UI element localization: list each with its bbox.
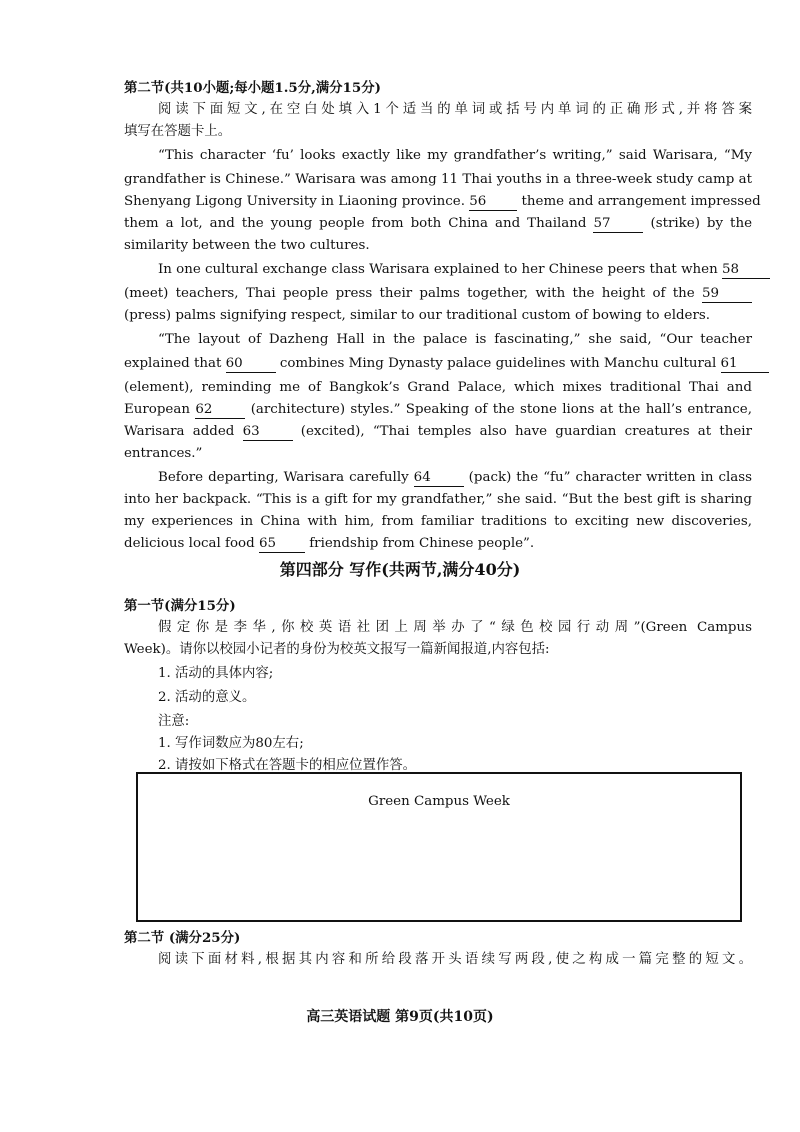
passage-line: entrances.” xyxy=(124,446,203,461)
writing-prompt-line1: 假定你是李华,你校英语社团上周举办了“绿色校园行动周”(Green Campus xyxy=(158,620,752,635)
passage-text: (architecture) styles.” Speaking of the stone lions at the hall’s entrance, xyxy=(250,402,752,417)
writing-sec2-heading: 第二节 (满分25分) xyxy=(124,930,241,946)
passage-text: In one cultural exchange class Warisara explained to her Chinese peers that when xyxy=(158,262,718,277)
passage-line: into her backpack. “This is a gift for my grandfather,” she said. “But the best gift is sharing xyxy=(124,492,752,507)
passage-line: grandfather is Chinese.” Warisara was among 11 Thai youths in a three-week study camp at xyxy=(124,172,752,187)
passage-line xyxy=(124,284,752,304)
passage-text: (excited), “Thai temples also have guardian creatures at their xyxy=(300,424,752,439)
passage-line xyxy=(124,400,752,420)
answer-blank-56[interactable]: 56 xyxy=(469,194,517,211)
passage-text: them a lot, and the young people from both China and Thailand xyxy=(124,216,587,231)
passage-line: my experiences in China with him, from familiar traditions to exciting new discoveries, xyxy=(124,514,752,529)
answer-blank-58[interactable]: 58 xyxy=(722,262,770,279)
passage-line xyxy=(124,192,761,212)
passage-line xyxy=(124,422,752,442)
passage-text: explained that xyxy=(124,356,222,371)
answer-blank-65[interactable]: 65 xyxy=(259,536,305,553)
writing-note-label: 注意: xyxy=(158,714,190,729)
section2-instruction-line1: 阅读下面短文,在空白处填入1个适当的单词或括号内单词的正确形式,并将答案 xyxy=(158,102,752,117)
section2-heading: 第二节(共10小题;每小题1.5分,满分15分) xyxy=(124,80,381,96)
passage-line xyxy=(124,214,752,234)
essay-answer-box[interactable] xyxy=(136,772,742,922)
writing-sec2-prompt: 阅读下面材料,根据其内容和所给段落开头语续写两段,使之构成一篇完整的短文。 xyxy=(158,952,752,967)
essay-title: Green Campus Week xyxy=(368,794,510,809)
passage-line xyxy=(158,260,752,280)
passage-line: “The layout of Dazheng Hall in the palace is fascinating,” she said, “Our teacher xyxy=(158,332,752,347)
passage-text: Before departing, Warisara carefully xyxy=(158,470,409,485)
passage-text: (meet) teachers, Thai people press their palms together, with the height of the xyxy=(124,286,695,301)
passage-text: combines Ming Dynasty palace guidelines with Manchu cultural xyxy=(279,356,717,371)
writing-note-2: 2. 请按如下格式在答题卡的相应位置作答。 xyxy=(158,758,417,773)
passage-line: “This character ‘fu’ looks exactly like my grandfather’s writing,” said Warisara, “My xyxy=(158,148,752,163)
passage-line xyxy=(124,354,752,374)
section2-instruction-line2: 填写在答题卡上。 xyxy=(124,124,232,139)
passage-text: (strike) by the xyxy=(650,216,752,231)
passage-line: (press) palms signifying respect, similar to our traditional custom of bowing to elders. xyxy=(124,308,711,323)
answer-blank-61[interactable]: 61 xyxy=(721,356,769,373)
writing-requirement-1: 1. 活动的具体内容; xyxy=(158,666,274,681)
passage-line: (element), reminding me of Bangkok’s Grand Palace, which mixes traditional Thai and xyxy=(124,380,752,395)
answer-blank-59[interactable]: 59 xyxy=(702,286,752,303)
answer-blank-57[interactable]: 57 xyxy=(593,216,643,233)
answer-blank-60[interactable]: 60 xyxy=(226,356,276,373)
passage-text: theme and arrangement impressed xyxy=(521,194,761,209)
passage-line: similarity between the two cultures. xyxy=(124,238,370,253)
passage-text: delicious local food xyxy=(124,536,255,551)
answer-blank-62[interactable]: 62 xyxy=(195,402,245,419)
page-footer: 高三英语试题 第9页(共10页) xyxy=(306,1009,494,1025)
writing-note-1: 1. 写作词数应为80左右; xyxy=(158,736,304,751)
part4-title: 第四部分 写作(共两节,满分40分) xyxy=(279,560,521,579)
answer-blank-63[interactable]: 63 xyxy=(243,424,293,441)
passage-line xyxy=(158,468,752,488)
passage-text: European xyxy=(124,402,190,417)
writing-sec1-heading: 第一节(满分15分) xyxy=(124,598,236,614)
passage-text: Shenyang Ligong University in Liaoning province. xyxy=(124,194,465,209)
answer-blank-64[interactable]: 64 xyxy=(414,470,464,487)
passage-text: (pack) the “fu” character written in class xyxy=(468,470,752,485)
writing-prompt-line2: Week)。请你以校园小记者的身份为校英文报写一篇新闻报道,内容包括: xyxy=(124,642,550,657)
passage-text: friendship from Chinese people”. xyxy=(309,536,535,551)
passage-text: Warisara added xyxy=(124,424,235,439)
writing-requirement-2: 2. 活动的意义。 xyxy=(158,690,256,705)
passage-line xyxy=(124,534,752,554)
